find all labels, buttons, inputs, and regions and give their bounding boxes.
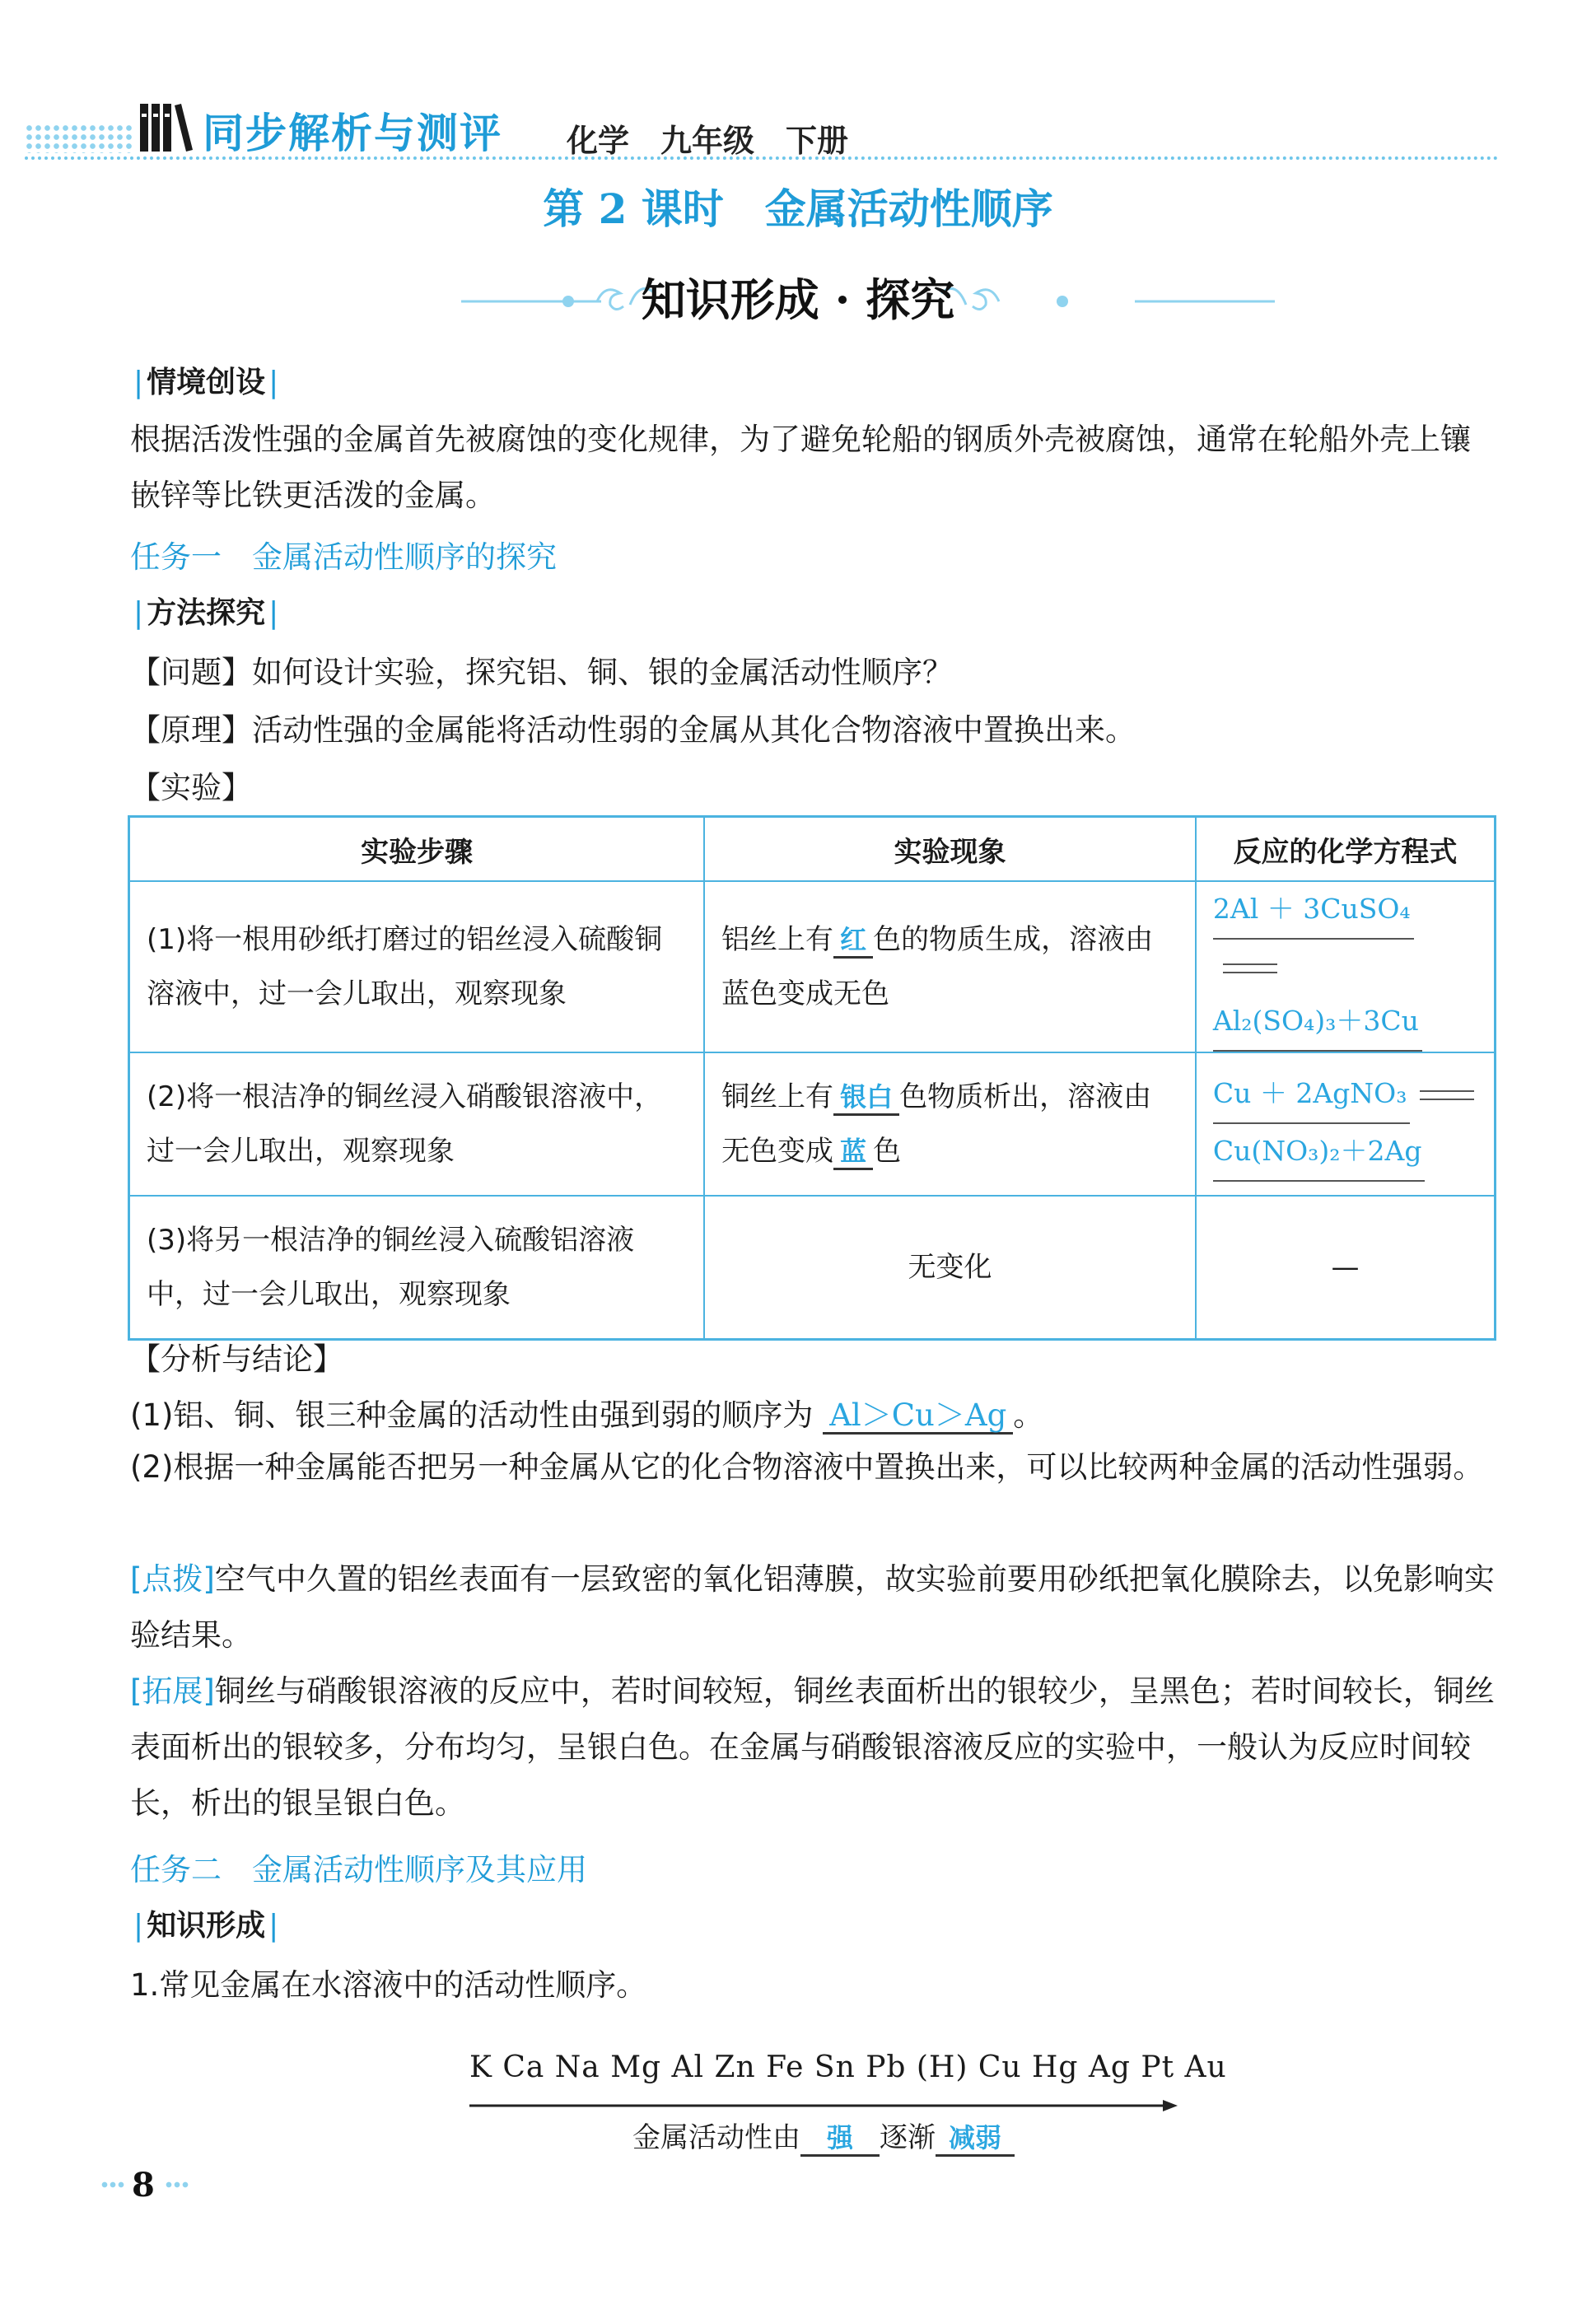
phenomenon-cell: 铜丝上有 银白 色物质析出，溶液由无色变成 蓝 色 [704,1052,1196,1196]
equation-cell: — [1196,1196,1496,1340]
series-title: 同步解析与测评 [203,110,502,157]
question-line: 【问题】如何设计实验，探究铝、铜、银的金属活动性顺序？ [130,655,953,690]
table-row [129,1052,1496,1196]
analysis-heading: 【分析与结论】 [130,1341,343,1377]
answer-blank: 减弱 [936,2121,1015,2157]
header-divider [25,156,1499,160]
header-equation: 反应的化学方程式 [1196,817,1496,882]
experiment-table [128,815,1496,1341]
extension-paragraph: [拓展]铜丝与硝酸银溶液的反应中，若时间较短，铜丝表面析出的银较少，呈黑色；若时间较长，铜丝表面析出的银较多，分布均匀，呈银白色。在金属与硝酸银溶液反应的实验中，一般认为反应时间较长，析出的银呈银白色。 [130,1673,1495,1821]
lesson-title: 第 2 课时 金属活动性顺序 [543,184,1053,233]
phenomenon-cell: 无变化 [704,1196,1196,1340]
equation-cell: 2Al ＋ 3CuSO₄ Al₂(SO₄)₃＋3Cu [1196,881,1496,1052]
answer-blank: 红 [833,923,873,959]
page-number: 8 [132,2166,155,2204]
table-row [129,1196,1496,1340]
extension-label: [拓展] [130,1673,215,1709]
method-tag: | 方法探究 | [133,596,279,630]
header-phenomenon: 实验现象 [704,817,1196,882]
situation-text: 根据活泼性强的金属首先被腐蚀的变化规律，为了避免轮船的钢质外壳被腐蚀，通常在轮船外壳上镶嵌锌等比铁更活泼的金属。 [130,422,1471,513]
phenomenon-cell: 铝丝上有 红 色的物质生成，溶液由蓝色变成无色 [704,881,1196,1052]
answer-blank: 银白 [833,1080,899,1116]
situation-tag: | 情境创设 | [133,366,279,399]
step-cell: (3)将另一根洁净的铜丝浸入硫酸铝溶液中，过一会儿取出，观察现象 [129,1196,705,1340]
header-steps: 实验步骤 [129,817,705,882]
section-banner-title: 知识形成 · 探究 [641,273,955,326]
answer-blank: 蓝 [833,1135,873,1170]
pagenum-dots-left [100,2181,125,2189]
header-dots-decoration [25,124,132,153]
equation-cell: Cu ＋ 2AgNO₃ Cu(NO₃)₂＋2Ag [1196,1052,1496,1196]
knowledge-tag: | 知识形成 | [133,1909,279,1943]
activity-series: K Ca Na Mg Al Zn Fe Sn Pb (H) Cu Hg Ag Pt Au [469,2050,1227,2084]
conclusion-1: (1)铝、铜、银三种金属的活动性由强到弱的顺序为 Al＞Cu＞Ag 。 [130,1397,1044,1433]
pagenum-dots-right [165,2181,189,2189]
principle-line: 【原理】活动性强的金属能将活动性弱的金属从其化合物溶液中置换出来。 [130,712,1136,748]
task2-title: 任务二 金属活动性顺序及其应用 [130,1852,587,1887]
conclusion-2: (2)根据一种金属能否把另一种金属从它的化合物溶液中置换出来，可以比较两种金属的活动性强弱。 [130,1449,1484,1485]
task1-title: 任务一 金属活动性顺序的探究 [130,539,557,575]
subject-grade: 化学 九年级 下册 [567,123,849,159]
books-logo-icon [137,97,194,155]
arrow-right-icon [469,2097,1178,2114]
tip-paragraph: [点拨]空气中久置的铝丝表面有一层致密的氧化铝薄膜，故实验前要用砂纸把氧化膜除去，以免影响实验结果。 [130,1561,1495,1653]
activity-caption: 金属活动性由 强 逐渐 减弱 [632,2115,1015,2157]
experiment-label: 【实验】 [130,770,252,805]
step-cell: (1)将一根用砂纸打磨过的铝丝浸入硫酸铜溶液中，过一会儿取出，观察现象 [129,881,705,1052]
table-row [129,881,1496,1052]
item-1: 1.常见金属在水溶液中的活动性顺序。 [130,1967,647,2003]
answer-blank: 强 [800,2121,880,2157]
table-header-row [129,817,1496,882]
step-cell: (2)将一根洁净的铜丝浸入硝酸银溶液中，过一会儿取出，观察现象 [129,1052,705,1196]
tip-label: [点拨] [130,1561,215,1597]
answer-blank: Al＞Cu＞Ag [823,1399,1013,1435]
